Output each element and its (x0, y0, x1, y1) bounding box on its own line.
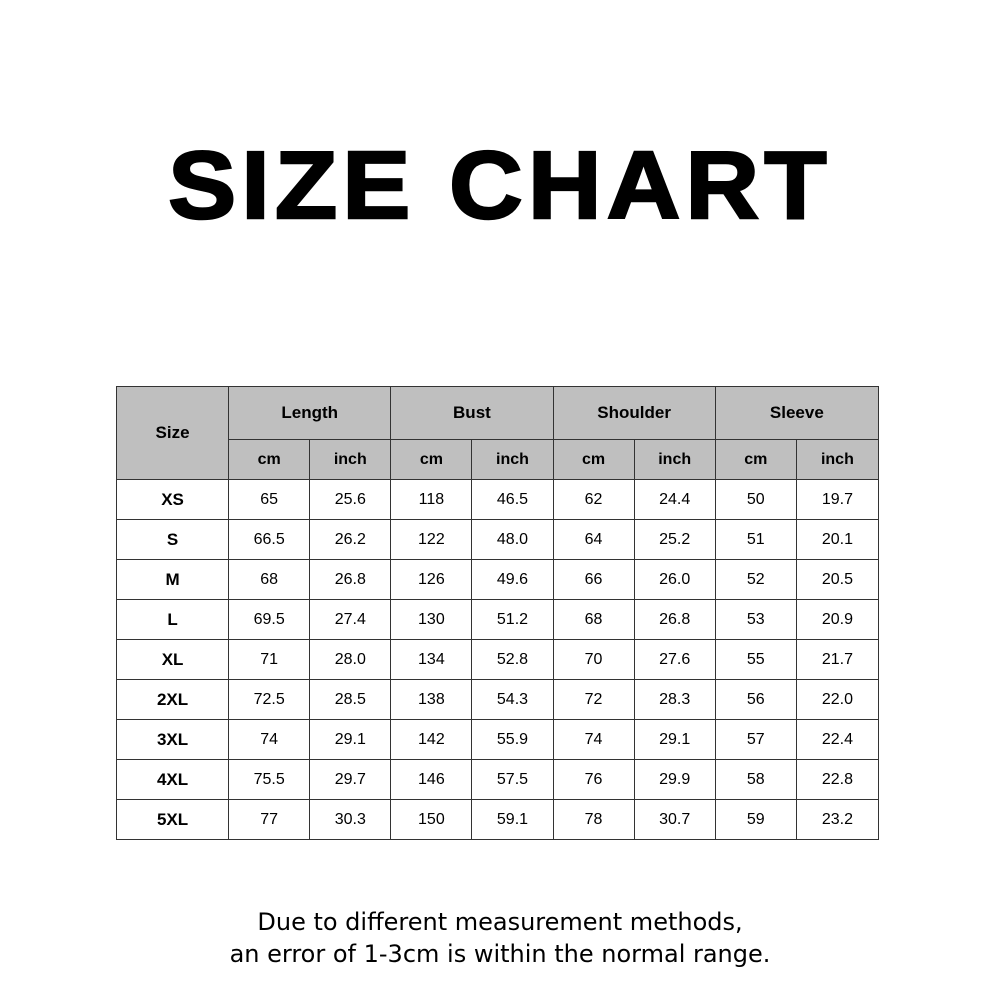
size-label-cell: 5XL (117, 800, 229, 840)
unit-header: inch (472, 440, 553, 480)
measurement-cell: 59 (715, 800, 796, 840)
unit-header: inch (310, 440, 391, 480)
measurement-cell: 68 (553, 600, 634, 640)
size-label-cell: M (117, 560, 229, 600)
unit-header: cm (229, 440, 310, 480)
table-row (117, 800, 879, 840)
measurement-cell: 122 (391, 520, 472, 560)
measurement-cell: 58 (715, 760, 796, 800)
size-label-cell: 4XL (117, 760, 229, 800)
measurement-cell: 66 (553, 560, 634, 600)
measurement-cell: 76 (553, 760, 634, 800)
measurement-cell: 54.3 (472, 680, 553, 720)
measurement-cell: 77 (229, 800, 310, 840)
measurement-cell: 29.1 (634, 720, 715, 760)
size-label-cell: L (117, 600, 229, 640)
measurement-cell: 27.6 (634, 640, 715, 680)
measurement-cell: 72.5 (229, 680, 310, 720)
measurement-cell: 27.4 (310, 600, 391, 640)
size-label-cell: 3XL (117, 720, 229, 760)
table-row (117, 520, 879, 560)
measurement-cell: 29.1 (310, 720, 391, 760)
measurement-cell: 23.2 (796, 800, 878, 840)
measurement-cell: 20.9 (796, 600, 878, 640)
size-label-cell: S (117, 520, 229, 560)
measurement-cell: 46.5 (472, 480, 553, 520)
table-unit-header-row (117, 440, 879, 480)
group-header-sleeve: Sleeve (715, 387, 878, 440)
measurement-cell: 72 (553, 680, 634, 720)
measurement-cell: 28.3 (634, 680, 715, 720)
size-label-cell: XL (117, 640, 229, 680)
measurement-cell: 50 (715, 480, 796, 520)
measurement-cell: 30.3 (310, 800, 391, 840)
measurement-cell: 52 (715, 560, 796, 600)
table-group-header-row (117, 387, 879, 440)
measurement-cell: 142 (391, 720, 472, 760)
group-header-bust: Bust (391, 387, 553, 440)
size-label-cell: XS (117, 480, 229, 520)
measurement-cell: 55 (715, 640, 796, 680)
measurement-cell: 57 (715, 720, 796, 760)
measurement-cell: 52.8 (472, 640, 553, 680)
measurement-cell: 29.7 (310, 760, 391, 800)
unit-header: cm (391, 440, 472, 480)
measurement-cell: 138 (391, 680, 472, 720)
unit-header: cm (553, 440, 634, 480)
measurement-cell: 49.6 (472, 560, 553, 600)
measurement-cell: 22.0 (796, 680, 878, 720)
measurement-cell: 74 (553, 720, 634, 760)
unit-header: inch (796, 440, 878, 480)
measurement-cell: 59.1 (472, 800, 553, 840)
measurement-cell: 26.0 (634, 560, 715, 600)
measurement-cell: 28.5 (310, 680, 391, 720)
measurement-cell: 20.5 (796, 560, 878, 600)
measurement-cell: 53 (715, 600, 796, 640)
measurement-cell: 64 (553, 520, 634, 560)
measurement-cell: 51.2 (472, 600, 553, 640)
measurement-cell: 21.7 (796, 640, 878, 680)
measurement-cell: 51 (715, 520, 796, 560)
measurement-cell: 130 (391, 600, 472, 640)
measurement-cell: 28.0 (310, 640, 391, 680)
measurement-cell: 22.4 (796, 720, 878, 760)
size-chart-table (116, 386, 879, 840)
measurement-cell: 30.7 (634, 800, 715, 840)
measurement-note (0, 906, 1000, 970)
measurement-cell: 134 (391, 640, 472, 680)
group-header-length: Length (229, 387, 391, 440)
measurement-cell: 26.8 (310, 560, 391, 600)
table-row (117, 640, 879, 680)
measurement-cell: 65 (229, 480, 310, 520)
measurement-cell: 70 (553, 640, 634, 680)
note-line-2: an error of 1-3cm is within the normal range. (229, 940, 771, 968)
group-header-shoulder: Shoulder (553, 387, 715, 440)
table-body (117, 480, 879, 840)
table-row (117, 480, 879, 520)
measurement-cell: 62 (553, 480, 634, 520)
table-row (117, 560, 879, 600)
measurement-cell: 66.5 (229, 520, 310, 560)
measurement-cell: 78 (553, 800, 634, 840)
measurement-cell: 48.0 (472, 520, 553, 560)
size-label-cell: 2XL (117, 680, 229, 720)
size-column-header: Size (117, 387, 229, 480)
table-row (117, 720, 879, 760)
page-title: SIZE CHART (168, 132, 832, 239)
measurement-cell: 69.5 (229, 600, 310, 640)
measurement-cell: 26.2 (310, 520, 391, 560)
measurement-cell: 26.8 (634, 600, 715, 640)
measurement-cell: 57.5 (472, 760, 553, 800)
measurement-cell: 71 (229, 640, 310, 680)
note-line-1: Due to different measurement methods, (257, 908, 743, 936)
measurement-cell: 56 (715, 680, 796, 720)
measurement-cell: 25.6 (310, 480, 391, 520)
measurement-cell: 126 (391, 560, 472, 600)
measurement-cell: 74 (229, 720, 310, 760)
measurement-cell: 25.2 (634, 520, 715, 560)
table-row (117, 680, 879, 720)
measurement-cell: 24.4 (634, 480, 715, 520)
measurement-cell: 29.9 (634, 760, 715, 800)
table-row (117, 760, 879, 800)
unit-header: inch (634, 440, 715, 480)
measurement-cell: 68 (229, 560, 310, 600)
unit-header: cm (715, 440, 796, 480)
measurement-cell: 22.8 (796, 760, 878, 800)
measurement-cell: 19.7 (796, 480, 878, 520)
measurement-cell: 55.9 (472, 720, 553, 760)
measurement-cell: 118 (391, 480, 472, 520)
measurement-cell: 75.5 (229, 760, 310, 800)
table-row (117, 600, 879, 640)
measurement-cell: 20.1 (796, 520, 878, 560)
measurement-cell: 146 (391, 760, 472, 800)
measurement-cell: 150 (391, 800, 472, 840)
